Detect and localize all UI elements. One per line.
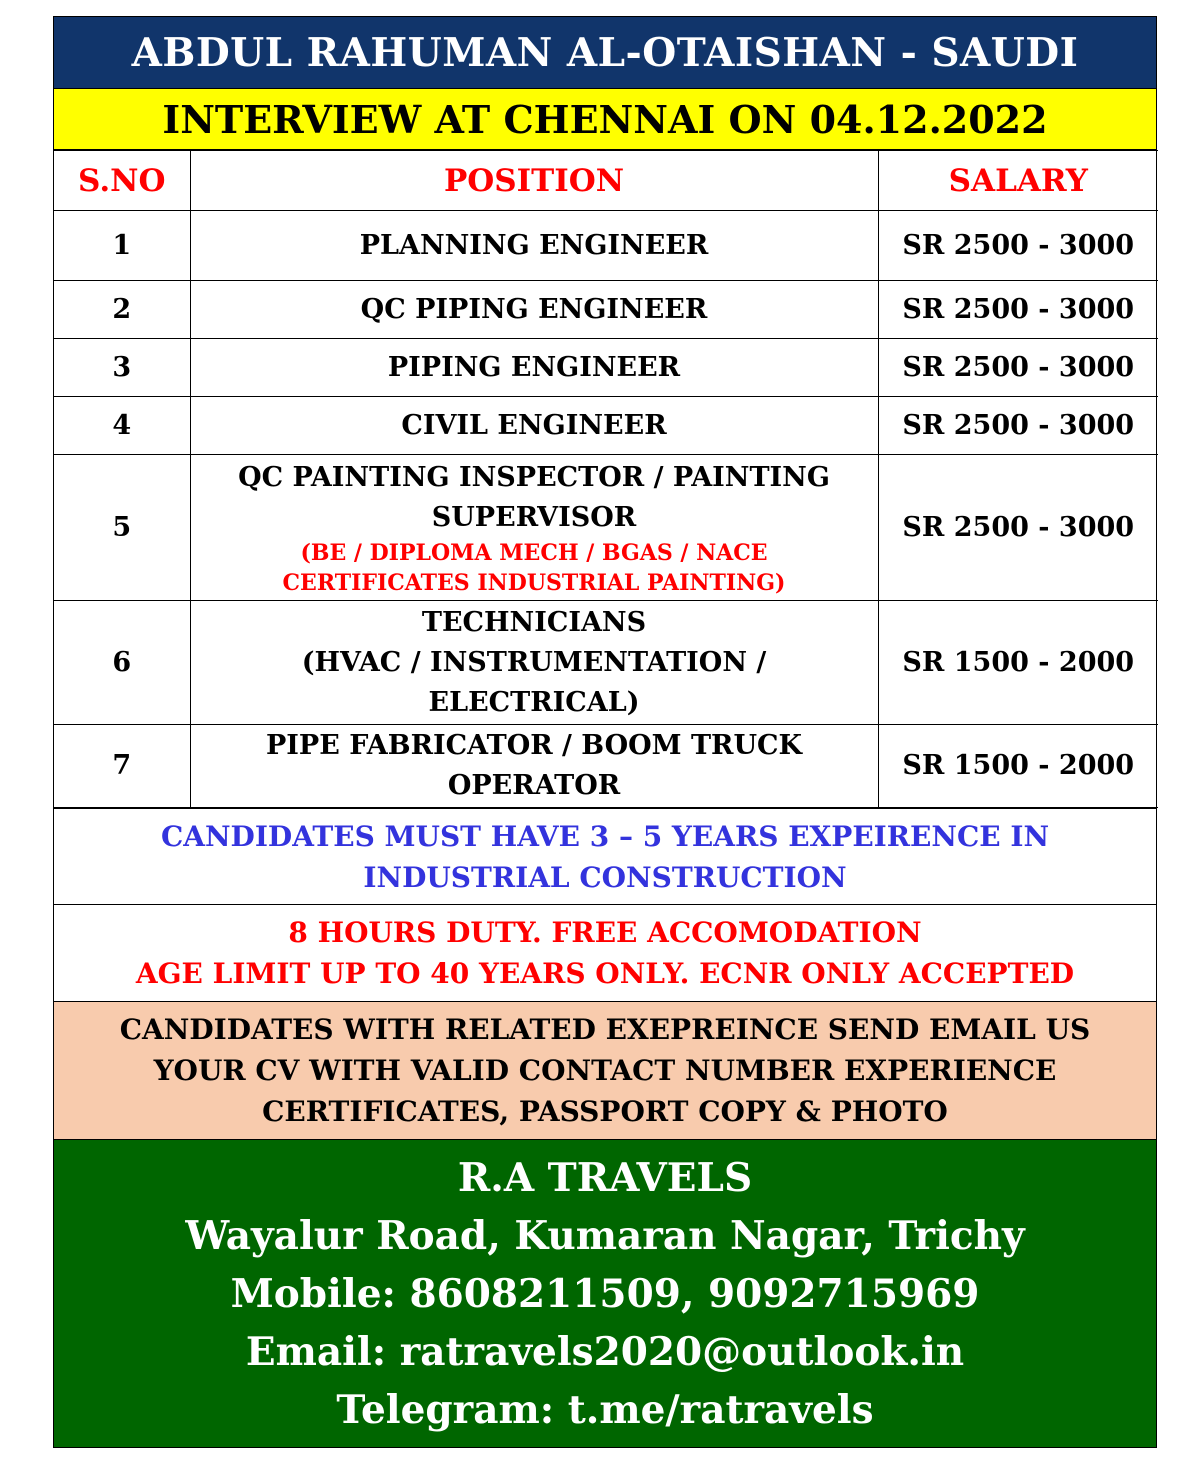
position-line: QC PAINTING INSPECTOR / PAINTING	[238, 461, 830, 493]
table-row	[54, 211, 1158, 281]
apply-line: CANDIDATES WITH RELATED EXEPREINCE SEND EMAIL US	[119, 1013, 1091, 1046]
table-header-row	[54, 151, 1158, 211]
row-position	[190, 211, 878, 281]
agency-email: Email: ratravels2020@outlook.in	[245, 1328, 965, 1375]
row-sno: 6	[54, 601, 190, 725]
position-line: TECHNICIANS	[421, 606, 647, 638]
row-position	[190, 397, 878, 455]
column-header-position: POSITION	[190, 151, 878, 211]
employment-terms	[54, 904, 1156, 1001]
row-sno: 4	[54, 397, 190, 455]
row-salary: SR 1500 - 2000	[878, 725, 1158, 808]
row-salary: SR 2500 - 3000	[878, 211, 1158, 281]
position-line: QC PIPING ENGINEER	[360, 293, 708, 325]
agency-name: R.A TRAVELS	[457, 1154, 753, 1201]
row-salary: SR 2500 - 3000	[878, 339, 1158, 397]
agency-mobile: Mobile: 8608211509, 9092715969	[230, 1270, 980, 1317]
row-position	[190, 281, 878, 339]
position-line: (HVAC / INSTRUMENTATION /	[301, 646, 767, 678]
position-line: CIVIL ENGINEER	[401, 409, 667, 441]
table-row	[54, 339, 1158, 397]
row-sno: 2	[54, 281, 190, 339]
row-sno: 7	[54, 725, 190, 808]
row-position	[190, 339, 878, 397]
column-header-salary: SALARY	[878, 151, 1158, 211]
row-position	[190, 601, 878, 725]
row-sno: 5	[54, 455, 190, 601]
position-line: PIPE FABRICATOR / BOOM TRUCK	[266, 730, 802, 761]
table-row	[54, 601, 1158, 725]
position-line: PIPING ENGINEER	[387, 351, 681, 383]
qualification-note: CERTIFICATES INDUSTRIAL PAINTING)	[282, 569, 786, 596]
table-row	[54, 725, 1158, 808]
terms-line: AGE LIMIT UP TO 40 YEARS ONLY. ECNR ONLY ACCEPTED	[135, 957, 1075, 990]
column-header-sno: S.NO	[54, 151, 190, 211]
row-salary: SR 2500 - 3000	[878, 281, 1158, 339]
experience-line: INDUSTRIAL CONSTRUCTION	[363, 860, 847, 894]
interview-banner: INTERVIEW AT CHENNAI ON 04.12.2022	[54, 88, 1156, 150]
table-row	[54, 397, 1158, 455]
positions-table	[54, 150, 1158, 808]
agency-contact	[54, 1139, 1156, 1447]
experience-requirement	[54, 808, 1156, 904]
agency-address: Wayalur Road, Kumaran Nagar, Trichy	[185, 1212, 1025, 1259]
row-salary: SR 2500 - 3000	[878, 455, 1158, 601]
row-position	[190, 725, 878, 808]
apply-line: CERTIFICATES, PASSPORT COPY & PHOTO	[262, 1095, 948, 1128]
position-line: OPERATOR	[447, 770, 621, 801]
row-sno: 1	[54, 211, 190, 281]
position-line: SUPERVISOR	[431, 501, 637, 533]
apply-line: YOUR CV WITH VALID CONTACT NUMBER EXPERIENCE	[153, 1054, 1057, 1087]
row-position	[190, 455, 878, 601]
application-instructions	[54, 1001, 1156, 1139]
position-line: ELECTRICAL)	[428, 686, 640, 718]
job-poster	[53, 16, 1157, 1448]
table-row	[54, 455, 1158, 601]
row-sno: 3	[54, 339, 190, 397]
qualification-note: (BE / DIPLOMA MECH / BGAS / NACE	[300, 539, 768, 566]
company-title: ABDUL RAHUMAN AL-OTAISHAN - SAUDI	[54, 17, 1156, 88]
position-line: PLANNING ENGINEER	[359, 229, 709, 261]
row-salary: SR 2500 - 3000	[878, 397, 1158, 455]
table-row	[54, 281, 1158, 339]
terms-line: 8 HOURS DUTY. FREE ACCOMODATION	[288, 916, 922, 949]
experience-line: CANDIDATES MUST HAVE 3 – 5 YEARS EXPEIRENCE IN	[160, 819, 1050, 853]
row-salary: SR 1500 - 2000	[878, 601, 1158, 725]
agency-telegram: Telegram: t.me/ratravels	[336, 1386, 874, 1433]
